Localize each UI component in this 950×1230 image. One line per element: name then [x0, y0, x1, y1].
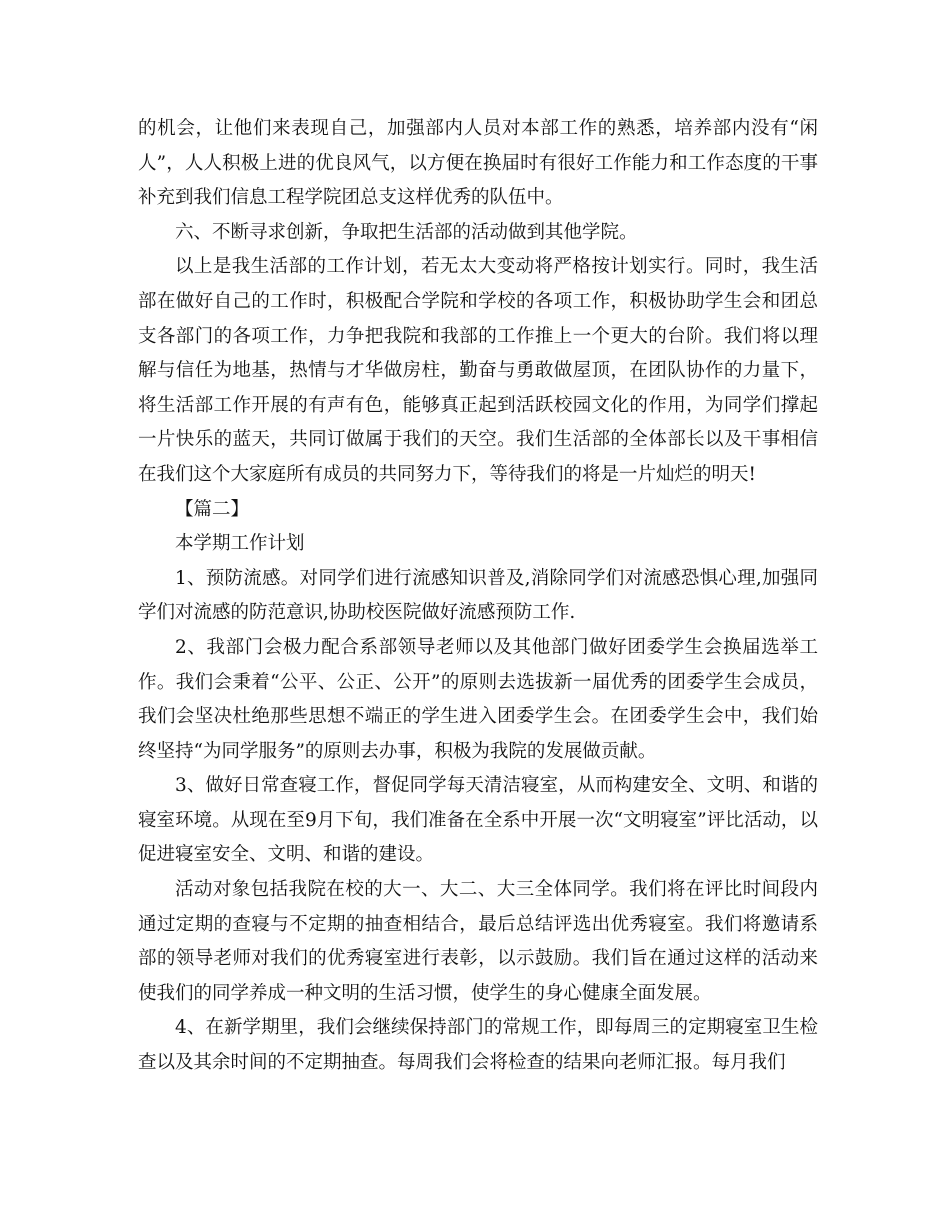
paragraph-continuation: 的机会，让他们来表现自己，加强部内人员对本部工作的熟悉，培养部内没有“闲人”，人人积极上进的优良风气，以方便在换届时有很好工作能力和工作态度的干事补充到我们信息工程学院团总支这样优秀的队伍中。 — [138, 118, 818, 209]
paragraph-item-one: 1、预防流感。对同学们进行流感知识普及,消除同学们对流感恐惧心理,加强同学们对流感的防范意识,协助校医院做好流感预防工作. — [138, 567, 818, 624]
paragraph-item-two: 2、我部门会极力配合系部领导老师以及其他部门做好团委学生会换届选举工作。我们会秉着“公平、公正、公开”的原则去选拔新一届优秀的团委学生会成员，我们会坚决杜绝那些思想不端正的学生进入团委学生会。在团委学生会中，我们始终坚持“为同学服务”的原则去办事，积极为我院的发展做贡献。 — [138, 636, 818, 762]
paragraph-item-four: 4、在新学期里，我们会继续保持部门的常规工作，即每周三的定期寝室卫生检查以及其余时间的不定期抽查。每周我们会将检查的结果向老师汇报。每月我们 — [138, 1017, 818, 1074]
paragraph-activity: 活动对象包括我院在校的大一、大二、大三全体同学。我们将在评比时间段内通过定期的查寝与不定期的抽查相结合，最后总结评选出优秀寝室。我们将邀请系部的领导老师对我们的优秀寝室进行表彰，以示鼓励。我们旨在通过这样的活动来使我们的同学养成一种文明的生活习惯，使学生的身心健康全面发展。 — [138, 879, 818, 1004]
paragraph-summary: 以上是我生活部的工作计划，若无太大变动将严格按计划实行。同时，我生活部在做好自己的工作时，积极配合学院和学校的各项工作，积极协助学生会和团总支各部门的各项工作，力争把我院和我部的工作推上一个更大的台阶。我们将以理解与信任为地基，热情与才华做房柱，勤奋与勇敢做屋顶，在团队协作的力量下，将生活部工作开展的有声有色，能够真正起到活跃校园文化的作用，为同学们撑起一片快乐的蓝天，共同订做属于我们的天空。我们生活部的全体部长以及干事相信在我们这个大家庭所有成员的共同努力下，等待我们的将是一片灿烂的明天! — [138, 256, 818, 485]
paragraph-item-three: 3、做好日常查寝工作，督促同学每天清洁寝室，从而构建安全、文明、和谐的寝室环境。从现在至9月下旬，我们准备在全系中开展一次“文明寝室”评比活动，以促进寝室安全、文明、和谐的建设。 — [138, 775, 818, 866]
section-subtitle: 本学期工作计划 — [175, 533, 305, 555]
section-heading-part-two: 【篇二】 — [175, 498, 250, 520]
paragraph-item-six: 六、不断寻求创新，争取把生活部的活动做到其他学院。 — [175, 221, 638, 243]
document-body — [138, 112, 818, 1081]
